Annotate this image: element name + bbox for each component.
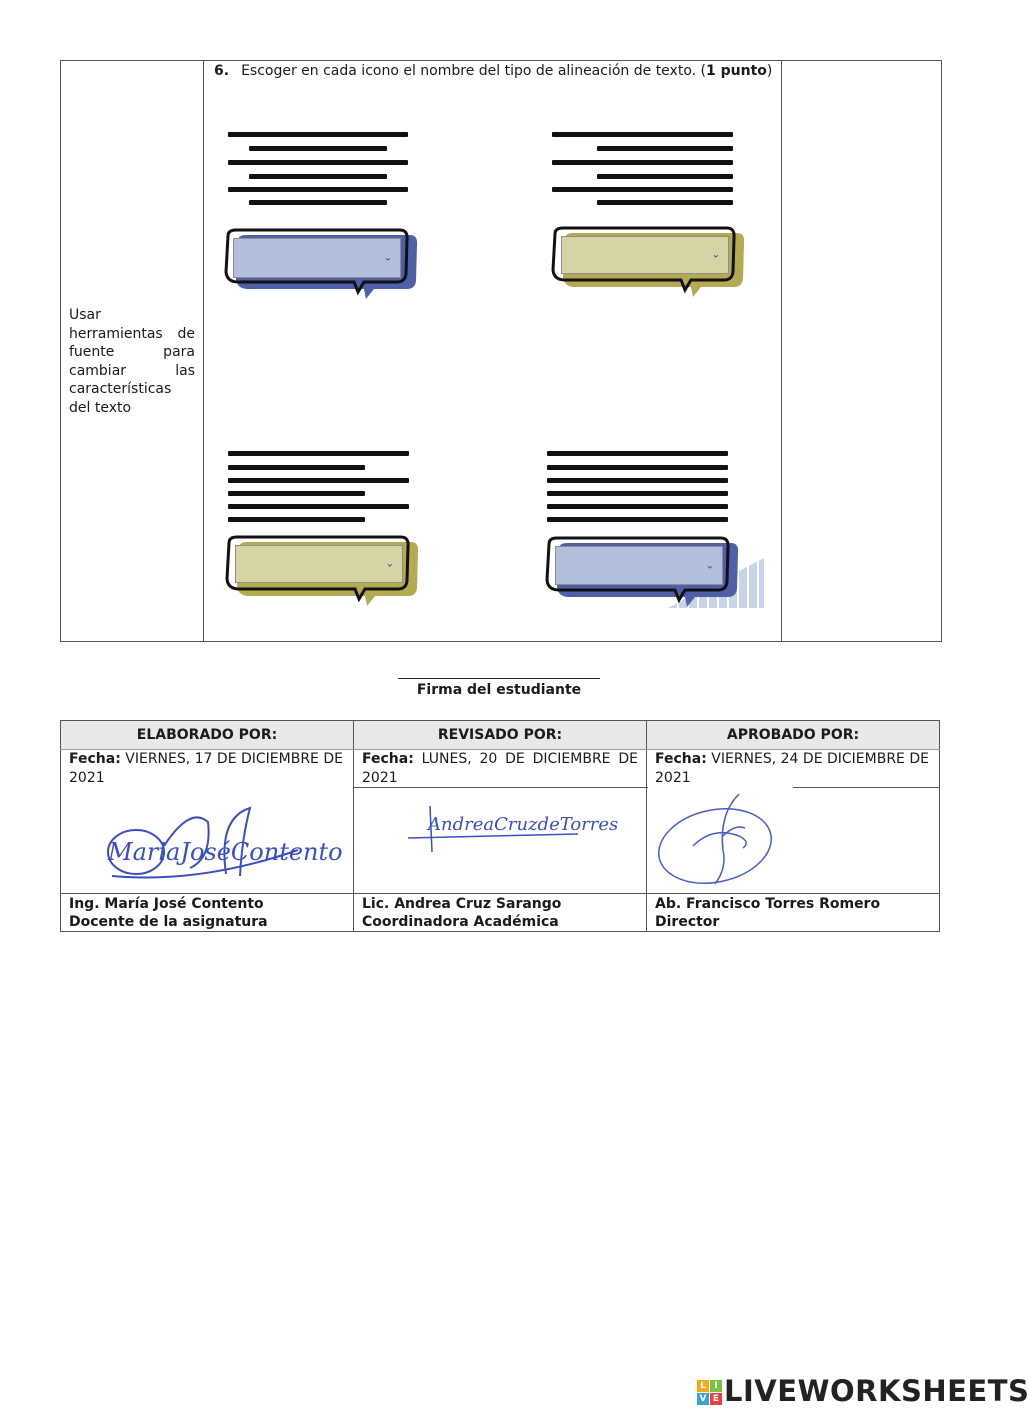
liveworksheets-logo-icon: L I V E xyxy=(697,1380,723,1406)
student-signature-label: Firma del estudiante xyxy=(416,682,582,698)
student-signature-line xyxy=(398,678,600,679)
question-points: 1 punto xyxy=(706,63,767,79)
question-text-after: ) xyxy=(766,63,773,79)
header-elaborado: ELABORADO POR: xyxy=(61,721,353,749)
name-aprobado: Ab. Francisco Torres Romero xyxy=(655,896,881,912)
header-aprobado: APROBADO POR: xyxy=(647,721,939,749)
role-elaborado: Docente de la asignatura xyxy=(69,914,268,930)
center-align-icon xyxy=(226,132,410,207)
name-elaborado: Ing. María José Contento xyxy=(69,896,264,912)
date-aprobado: Fecha: VIERNES, 24 DE DICIEMBRE DE 2021 xyxy=(655,751,929,786)
brand-name: LIVEWORKSHEETS xyxy=(724,1374,1029,1408)
dropdown-left[interactable] xyxy=(235,545,403,583)
svg-text:AndreaCruzdeTorres: AndreaCruzdeTorres xyxy=(428,814,619,835)
table-right-cell xyxy=(781,60,942,642)
question-text-before: Escoger en cada icono el nombre del tipo de alineación de texto. ( xyxy=(241,63,707,79)
date-elaborado: Fecha: VIERNES, 17 DE DICIEMBRE DE 2021 xyxy=(69,751,343,786)
svg-text:MariaJoséContento: MariaJoséContento xyxy=(108,838,343,866)
role-aprobado: Director xyxy=(655,914,720,930)
name-revisado: Lic. Andrea Cruz Sarango xyxy=(362,896,562,912)
header-revisado: REVISADO POR: xyxy=(354,721,646,749)
question-text xyxy=(214,62,774,80)
left-align-icon xyxy=(228,451,412,526)
dropdown-justify[interactable] xyxy=(555,546,723,585)
skill-description: Usar herramientas de fuente para cambiar las características del texto xyxy=(69,307,195,416)
role-revisado: Coordinadora Académica xyxy=(362,914,559,930)
dropdown-center[interactable] xyxy=(233,238,401,278)
chevron-down-icon: ⌄ xyxy=(383,252,392,264)
date-revisado: Fecha: LUNES, 20 DE DICIEMBRE DE 2021 xyxy=(362,751,638,786)
chevron-down-icon: ⌄ xyxy=(711,249,720,261)
justify-align-icon xyxy=(547,451,731,526)
signature-andrea-cruz xyxy=(402,800,619,856)
signature-francisco-torres xyxy=(653,788,783,890)
dropdown-right[interactable] xyxy=(561,236,729,274)
question-number: 6. xyxy=(214,63,230,79)
chevron-down-icon: ⌄ xyxy=(385,558,394,570)
right-align-icon xyxy=(552,132,736,207)
chevron-down-icon: ⌄ xyxy=(705,560,714,571)
signature-maria-jose-contento xyxy=(100,798,343,882)
